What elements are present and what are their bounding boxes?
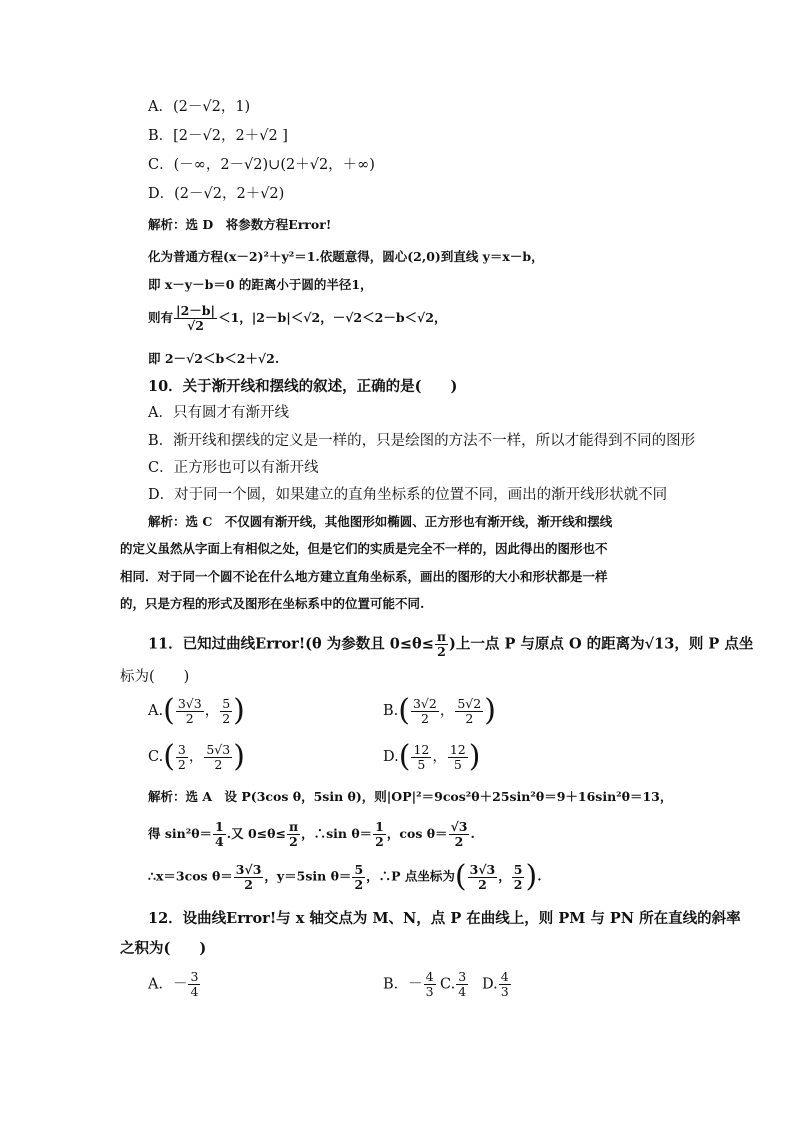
q9-solution-line-1: 解析：选 D 将参数方程Error! — [148, 217, 332, 232]
q11-option-d: D.( $\frac{12}{5}$ ， $\frac{12}{5}$ ) — [383, 739, 481, 774]
q11-solution-line-1: 解析：选 A 设 P(3cos θ，5sin θ)，则|OP|²＝9cos²θ＋25sin²θ＝9＋16sin²θ＝13， — [148, 789, 673, 804]
q9-option-d: D．(2－√2，2＋√2) — [148, 186, 285, 202]
q11-option-c: C.( $\frac{3}{2}$ ， $\frac{5√3}{2}$ ) — [148, 739, 245, 774]
q9-solution-line-2: 化为普通方程(x－2)²＋y²＝1.依题意得，圆心(2,0)到直线 y＝x－b， — [148, 249, 544, 264]
fraction: $\frac{|2-b|}{√2}$ — [176, 303, 216, 333]
q12-option-d: D. $\frac{4}{3}$ — [482, 969, 509, 999]
q10-option-c: C．正方形也可以有渐开线 — [148, 460, 319, 476]
q11-option-b: B.( $\frac{3√2}{2}$ ， $\frac{5√2}{2}$ ) — [383, 693, 496, 728]
q10-option-d: D．对于同一个圆，如果建立的直角坐标系的位置不同，画出的渐开线形状就不同 — [148, 487, 668, 503]
q12-stem: 12．设曲线Error!与 x 轴交点为 M、N，点 P 在曲线上，则 PM 与 PN 所在直线的斜率 — [148, 910, 741, 927]
q12-option-c: C. $\frac{3}{4}$ — [440, 969, 467, 999]
q10-option-a: A．只有圆才有渐开线 — [148, 405, 289, 421]
q12-option-a: A．－ $\frac{3}{4}$ — [148, 969, 199, 999]
q10-solution-line-4: 的，只是方程的形式及图形在坐标系中的位置可能不同. — [120, 596, 425, 611]
q12-stem-continued: 之积为( ) — [120, 940, 207, 957]
q9-option-a: A．(2－√2，1) — [148, 99, 251, 115]
q9-solution-line-3: 即 x－y－b＝0 的距离小于圆的半径1， — [148, 277, 373, 292]
q9-option-b: B．[2－√2，2＋√2 ] — [148, 128, 288, 144]
q10-solution-line-1: 解析：选 C 不仅圆有渐开线，其他图形如椭圆、正方形也有渐开线，渐开线和摆线 — [148, 514, 613, 529]
q11-option-a: A.( $\frac{3√3}{2}$ ， $\frac{5}{2}$ ) — [148, 693, 245, 728]
q10-option-b: B．渐开线和摆线的定义是一样的，只是绘图的方法不一样，所以才能得到不同的图形 — [148, 433, 696, 449]
q11-stem: 11．已知过曲线Error!(θ 为参数且 0≤θ≤ $\frac{\pi}{2}$ )上一点 P 与原点 O 的距离为√13，则 P 点坐 — [148, 629, 754, 659]
q10-stem: 10．关于渐开线和摆线的叙述，正确的是( ) — [148, 378, 458, 395]
q11-stem-continued: 标为( ) — [120, 669, 190, 685]
q11-solution-line-2: 得 sin²θ＝ $\frac{1}{4}$ .又 0≤θ≤ $\frac{\pi}{2}$ ，∴sin θ＝ $\frac{1}{2}$ ，cos θ＝ $\frac{√3}{2}$ . — [148, 819, 475, 849]
q9-solution-line-4: 则有 $\frac{|2-b|}{√2}$ ＜1，|2－b|＜√2，－√2＜2－b＜√2， — [148, 303, 447, 333]
q11-solution-line-3: ∴x＝3cos θ＝ $\frac{3√3}{2}$ ，y＝5sin θ＝ $\frac{5}{2}$ ，∴P 点坐标为( $\frac{3√3}{2}$ ， $\frac{5}{2}$ ). — [148, 859, 542, 894]
q10-solution-line-2: 的定义虽然从字面上有相似之处，但是它们的实质是完全不一样的，因此得出的图形也不 — [120, 541, 608, 556]
q9-option-c: C．(－∞，2－√2)∪(2＋√2，＋∞) — [148, 157, 375, 173]
q10-solution-line-3: 相同．对于同一个圆不论在什么地方建立直角坐标系，画出的图形的大小和形状都是一样 — [120, 569, 608, 584]
q9-solution-line-5: 即 2－√2＜b＜2＋√2. — [148, 351, 280, 366]
q12-option-b: B．－ $\frac{4}{3}$ — [383, 969, 434, 999]
